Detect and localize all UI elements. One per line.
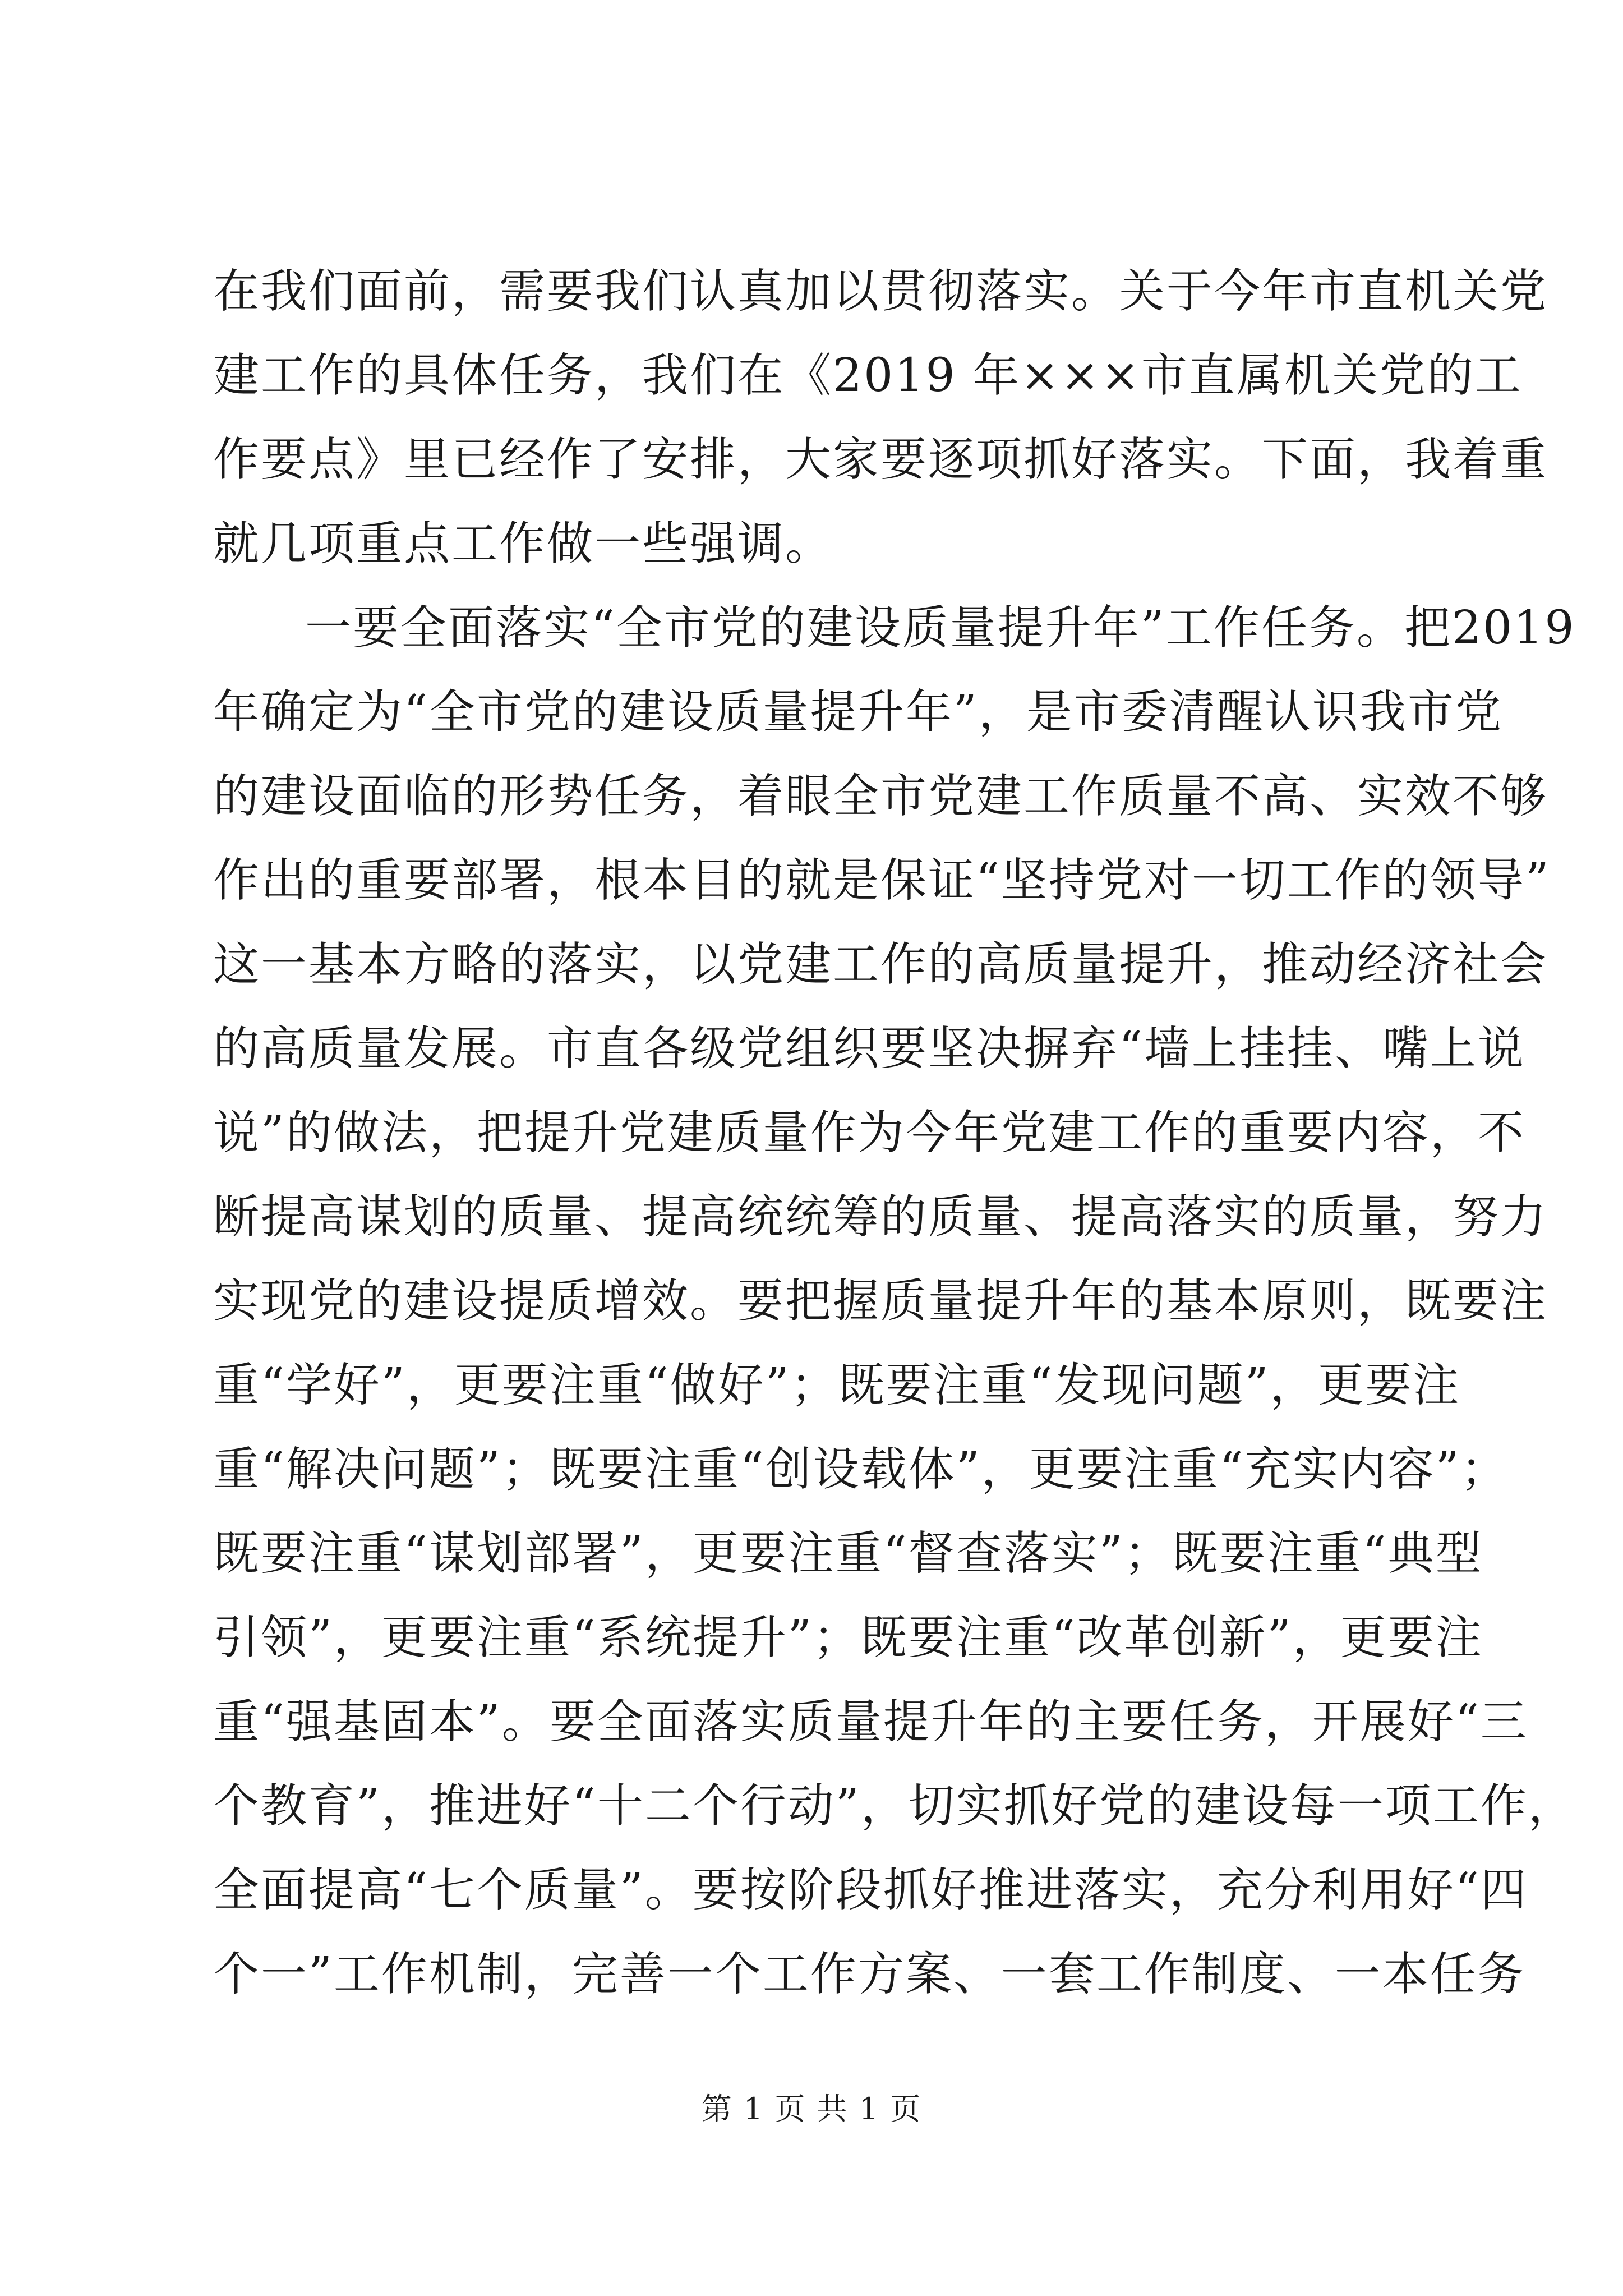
text-line: 个教育”，推进好“十二个行动”，切实抓好党的建设每一项工作， bbox=[213, 1779, 1576, 1833]
text-line: 全面提高“七个质量”。要按阶段抓好推进落实，充分利用好“四 bbox=[213, 1864, 1528, 1917]
text-line: 作要点》里已经作了安排，大家要逐项抓好落实。下面，我着重 bbox=[213, 433, 1548, 486]
document-body bbox=[213, 250, 1576, 2017]
text-line: 年确定为“全市党的建设质量提升年”，是市委清醒认识我市党 bbox=[213, 685, 1503, 739]
text-line: 重“学好”，更要注重“做好”；既要注重“发现问题”，更要注 bbox=[213, 1359, 1461, 1412]
text-line: 作出的重要部署，根本目的就是保证“坚持党对一切工作的领导” bbox=[213, 854, 1551, 907]
text-line: 的高质量发展。市直各级党组织要坚决摒弃“墙上挂挂、嘴上说 bbox=[213, 1022, 1525, 1075]
text-line: 引领”，更要注重“系统提升”；既要注重“改革创新”，更要注 bbox=[213, 1611, 1483, 1664]
text-line: 断提高谋划的质量、提高统统筹的质量、提高落实的质量，努力 bbox=[213, 1190, 1548, 1244]
text-line: 说”的做法，把提升党建质量作为今年党建工作的重要内容，不 bbox=[213, 1106, 1525, 1159]
text-line: 重“解决问题”；既要注重“创设载体”，更要注重“充实内容”； bbox=[213, 1443, 1509, 1496]
text-line: 既要注重“谋划部署”，更要注重“督查落实”；既要注重“典型 bbox=[213, 1527, 1483, 1580]
text-line: 建工作的具体任务，我们在《2019 年×××市直属机关党的工 bbox=[213, 349, 1523, 402]
text-line: 个一”工作机制，完善一个工作方案、一套工作制度、一本任务 bbox=[213, 1948, 1525, 2001]
text-line: 的建设面临的形势任务，着眼全市党建工作质量不高、实效不够 bbox=[213, 770, 1548, 823]
paragraph-first-line: 一要全面落实“全市党的建设质量提升年”工作任务。把2019 bbox=[305, 601, 1576, 655]
text-line: 重“强基固本”。要全面落实质量提升年的主要任务，开展好“三 bbox=[213, 1695, 1528, 1749]
page-number-footer: 第 1 页 共 1 页 bbox=[701, 2091, 922, 2127]
text-line: 这一基本方略的落实，以党建工作的高质量提升，推动经济社会 bbox=[213, 938, 1548, 991]
text-line: 就几项重点工作做一些强调。 bbox=[213, 517, 833, 570]
text-line: 在我们面前，需要我们认真加以贯彻落实。关于今年市直机关党 bbox=[213, 265, 1548, 318]
text-line: 实现党的建设提质增效。要把握质量提升年的基本原则，既要注 bbox=[213, 1274, 1548, 1328]
